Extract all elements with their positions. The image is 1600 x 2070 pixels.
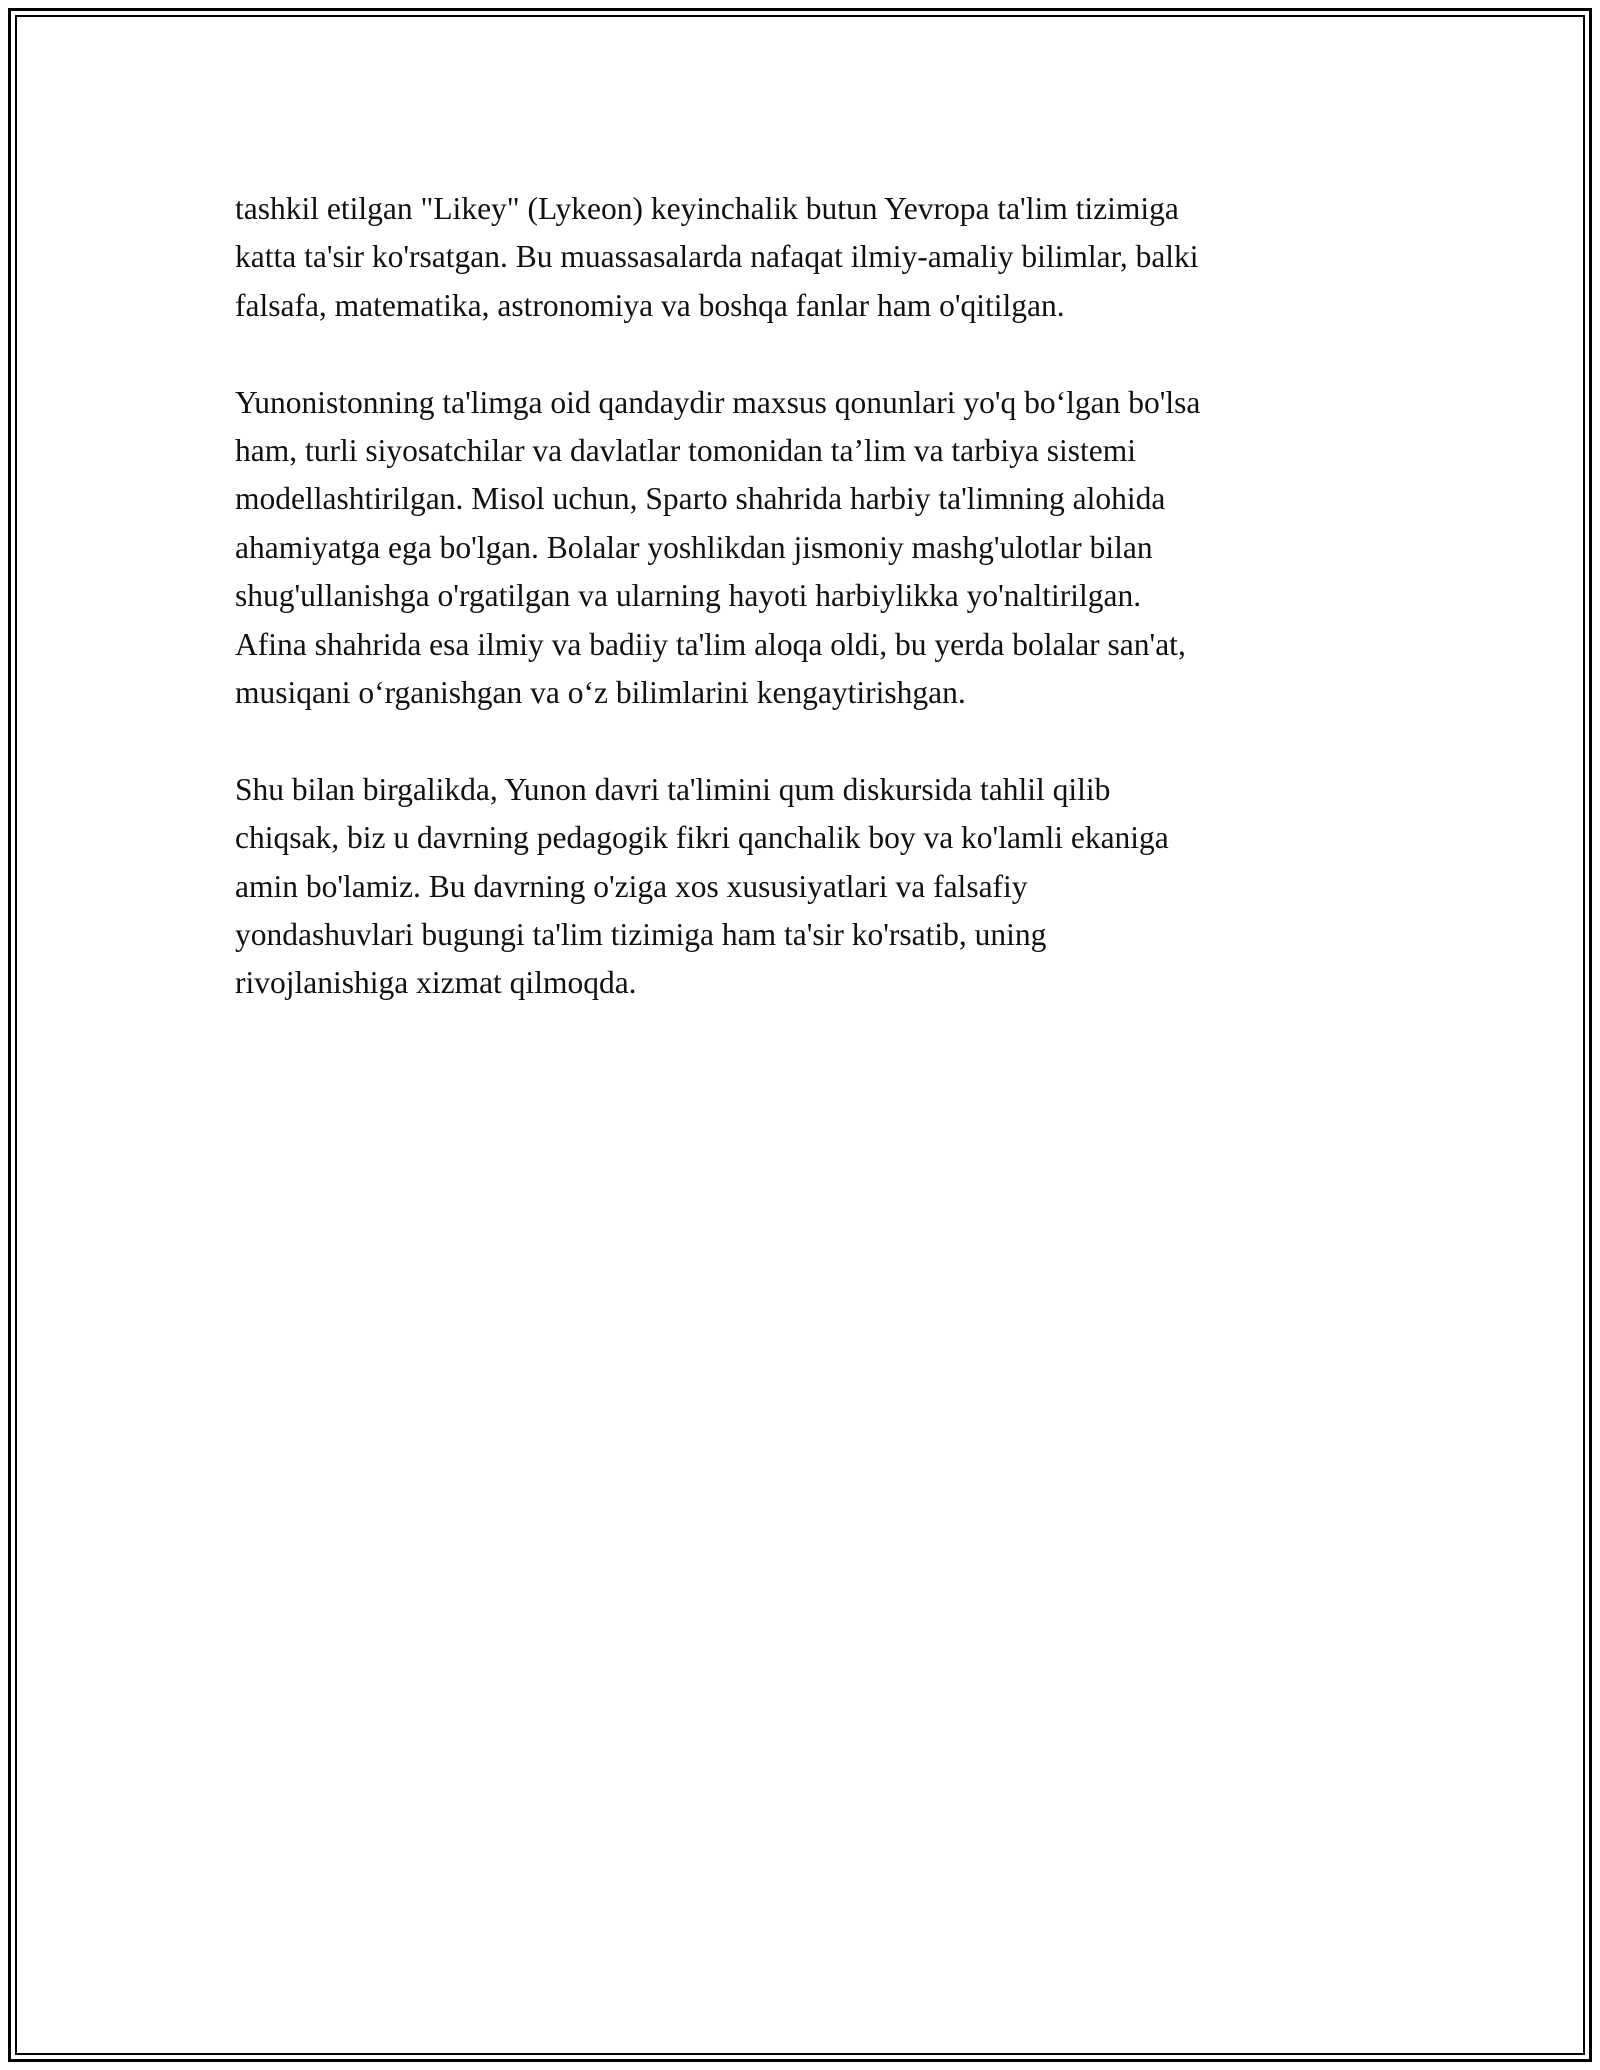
paragraph-2: Yunonistonning ta'limga oid qandaydir maxsus qonunlari yo'q bo‘lgan bo'lsa ham, turli siyosatchilar va davlatlar tomonidan ta’lim va tarbiya sistemi modellashtirilgan. Misol uchun, Sparto shahrida harbiy ta'limning alohida ahamiyatga ega bo'lgan. Bolalar yoshlikdan jismoniy mashg'ulotlar bilan shug'ullanishga o'rgatilgan va ularning hayoti harbiylikka yo'naltirilgan. Afina shahrida esa ilmiy va badiiy ta'lim aloqa oldi, bu yerda bolalar san'at, musiqani o‘rganishgan va o‘z bilimlarini kengaytirishgan. (235, 384, 1201, 711)
paragraph-3: Shu bilan birgalikda, Yunon davri ta'limini qum diskursida tahlil qilib chiqsak, biz u davrning pedagogik fikri qanchalik boy va ko'lamli ekaniga amin bo'lamiz. Bu davrning o'ziga xos xususiyatlari va falsafiy yondashuvlari bugungi ta'lim tizimiga ham ta'sir ko'rsatib, uning rivojlanishiga xizmat qilmoqda. (235, 771, 1169, 1001)
paragraph-1: tashkil etilgan "Likey" (Lykeon) keyinchalik butun Yevropa ta'lim tizimiga katta ta'sir ko'rsatgan. Bu muassasalarda nafaqat ilmiy-amaliy bilimlar, balki falsafa, matematika, astronomiya va boshqa fanlar ham o'qitilgan. (235, 191, 1199, 323)
page-body (235, 185, 1385, 1008)
